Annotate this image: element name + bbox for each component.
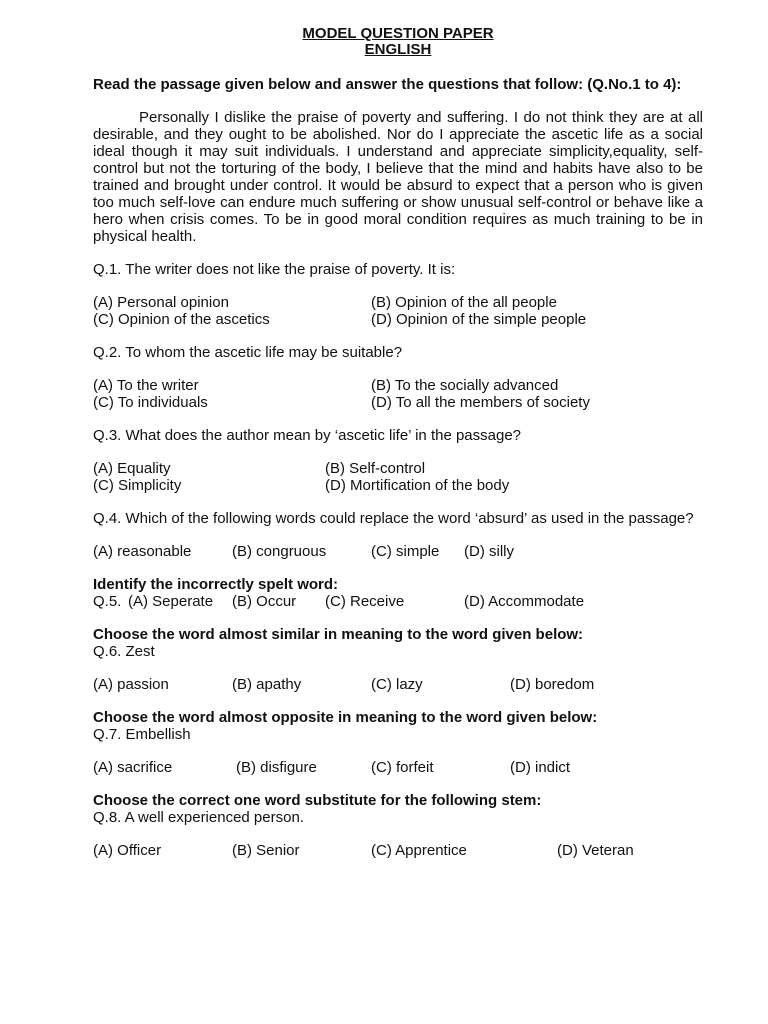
option-c: (C) Receive (325, 593, 405, 610)
option-b: (B) To the socially advanced (371, 377, 559, 394)
option-a: (A) Personal opinion (93, 294, 229, 311)
section-heading-substitute: Choose the correct one word substitute for the following stem: (93, 792, 542, 809)
option-b: (B) Opinion of the all people (371, 294, 557, 311)
question-paper (93, 26, 703, 859)
question-2: Q.2. To whom the ascetic life may be suitable? (93, 344, 403, 361)
option-b: (B) congruous (232, 543, 327, 560)
question-7-options (93, 759, 703, 776)
option-a: (A) To the writer (93, 377, 199, 394)
option-a: (A) passion (93, 676, 169, 693)
option-b: (B) Self-control (325, 460, 426, 477)
question-8-options (93, 842, 703, 859)
option-a: (A) Officer (93, 842, 162, 859)
option-b: (B) apathy (232, 676, 302, 693)
option-d: (D) Veteran (557, 842, 634, 859)
option-d: (D) boredom (510, 676, 595, 693)
question-5-options (93, 593, 703, 610)
section-heading-spelling: Identify the incorrectly spelt word: (93, 576, 339, 593)
option-b: (B) Senior (232, 842, 300, 859)
question-3: Q.3. What does the author mean by ‘ascetic life’ in the passage? (93, 427, 522, 444)
question-2-options (93, 377, 703, 411)
question-1-options (93, 294, 703, 328)
option-b: (B) Occur (232, 593, 297, 610)
option-c: (C) simple (371, 543, 440, 560)
question-1: Q.1. The writer does not like the praise of poverty. It is: (93, 261, 456, 278)
option-c: (C) To individuals (93, 394, 208, 411)
question-4-options (93, 543, 703, 560)
option-c: (C) forfeit (371, 759, 434, 776)
option-d: (D) Accommodate (464, 593, 585, 610)
page-title: MODEL QUESTION PAPER (302, 25, 494, 42)
section-heading-antonym: Choose the word almost opposite in meaning to the word given below: (93, 709, 598, 726)
option-a: (A) Seperate (128, 593, 214, 610)
option-c: (C) Apprentice (371, 842, 467, 859)
option-c: (C) Opinion of the ascetics (93, 311, 270, 328)
option-d: (D) To all the members of society (371, 394, 590, 411)
option-a: (A) Equality (93, 460, 171, 477)
option-d: (D) indict (510, 759, 571, 776)
option-d: (D) silly (464, 543, 514, 560)
option-d: (D) Opinion of the simple people (371, 311, 587, 328)
option-d: (D) Mortification of the body (325, 477, 510, 494)
page-subtitle: ENGLISH (364, 41, 432, 58)
question-6-options (93, 676, 703, 693)
question-7: Q.7. Embellish (93, 726, 191, 743)
question-3-options (93, 460, 703, 494)
option-c: (C) Simplicity (93, 477, 182, 494)
option-a: (A) sacrifice (93, 759, 173, 776)
question-8: Q.8. A well experienced person. (93, 809, 304, 826)
question-5: Q.5. (93, 593, 122, 610)
reading-passage: Personally I dislike the praise of poverty and suffering. I do not think they are at all desirable, and they ought to be abolished. Nor do I appreciate the ascetic life as a social ideal though it may suit individuals. I understand and appreciate simplicity,equality, self-control but not the torturing of the body, I believe that the mind and habits have also to be trained and brought under control. It would be absurd to expect that a person who is given too much self-love can endure much suffering or show unusual self-control or behave like a hero when crisis comes. To be in good moral condition requires as much training to be in physical health. (93, 109, 703, 245)
passage-instruction: Read the passage given below and answer the questions that follow: (Q.No.1 to 4): (93, 76, 682, 93)
option-a: (A) reasonable (93, 543, 192, 560)
option-b: (B) disfigure (236, 759, 317, 776)
question-4: Q.4. Which of the following words could replace the word ‘absurd’ as used in the passage? (93, 510, 694, 527)
section-heading-synonym: Choose the word almost similar in meaning to the word given below: (93, 626, 584, 643)
option-c: (C) lazy (371, 676, 423, 693)
question-6: Q.6. Zest (93, 643, 155, 660)
